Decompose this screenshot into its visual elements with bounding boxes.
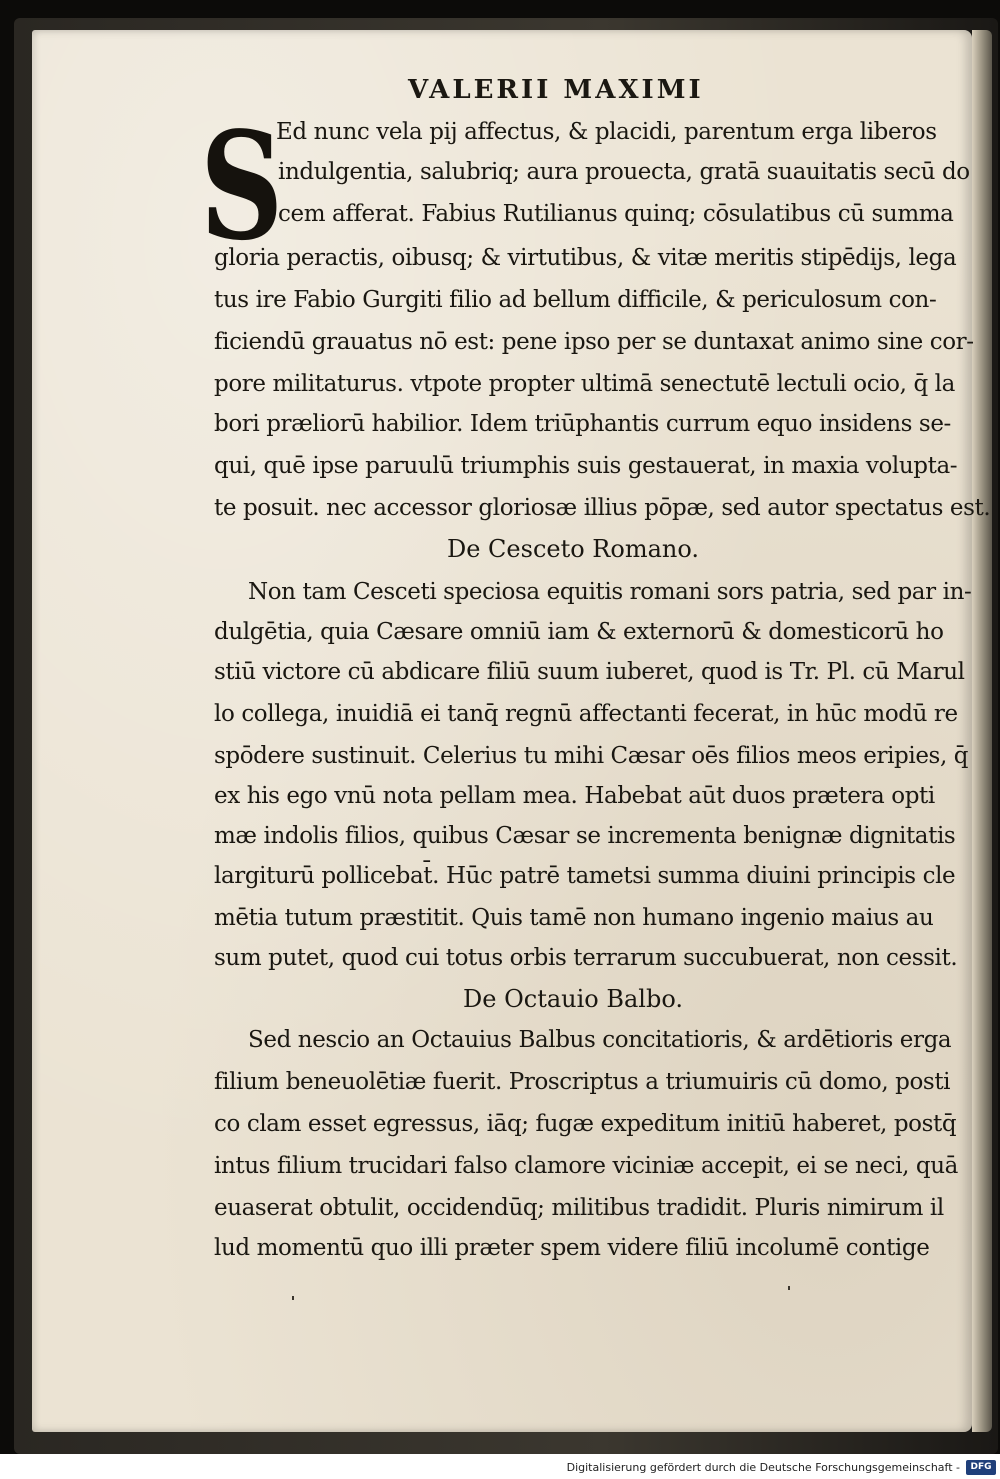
drop-cap-initial: S (200, 99, 284, 273)
section-heading: De Octauio Balbo. (463, 985, 683, 1013)
text-line: indulgentia, salubriq; aura prouecta, gratā suauitatis secū do (278, 159, 970, 185)
text-line: cem afferat. Fabius Rutilianus quinq; cōsulatibus cū summa (278, 201, 954, 227)
text-line: Ed nunc vela pij affectus, & placidi, parentum erga liberos (276, 119, 937, 145)
running-head: VALERII MAXIMI (408, 75, 704, 105)
text-line: mæ indolis filios, quibus Cæsar se incrementa benignæ dignitatis (214, 823, 956, 849)
text-line: te posuit. nec accessor gloriosæ illius pōpæ, sed autor spectatus est. (214, 495, 991, 521)
text-line: intus filium trucidari falso clamore viciniæ accepit, ei se neci, quā (214, 1153, 958, 1179)
text-line: sum putet, quod cui totus orbis terrarum succubuerat, non cessit. (214, 945, 958, 971)
text-line: Non tam Cesceti speciosa equitis romani sors patria, sed par in- (248, 579, 972, 605)
digitization-credit: Digitalisierung gefördert durch die Deutsche Forschungsgemeinschaft - (566, 1461, 960, 1474)
text-line: euaserat obtulit, occidendūq; militibus tradidit. Pluris nimirum il (214, 1195, 944, 1221)
section-heading: De Cesceto Romano. (446, 535, 700, 563)
text-line: ficiendū grauatus nō est: pene ipso per se duntaxat animo sine cor- (214, 329, 974, 355)
page-stack-edge (972, 30, 992, 1432)
text-line: tus ire Fabio Gurgiti filio ad bellum difficile, & periculosum con- (214, 287, 937, 313)
ink-speck (292, 1296, 294, 1300)
text-line: mētia tutum præstitit. Quis tamē non humano ingenio maius au (214, 905, 934, 931)
text-line: filium beneuolētiæ fuerit. Proscriptus a triumuiris cū domo, posti (214, 1069, 951, 1095)
dfg-logo: DFG (966, 1460, 996, 1475)
text-line: ex his ego vnū nota pellam mea. Habebat aūt duos prætera opti (214, 783, 935, 809)
text-line: bori præliorū habilior. Idem triūphantis currum equo insidens se- (214, 411, 951, 437)
text-line: qui, quē ipse paruulū triumphis suis gestauerat, in maxia volupta- (214, 453, 958, 479)
text-line: Sed nescio an Octauius Balbus concitatioris, & ardētioris erga (248, 1027, 952, 1053)
ink-speck (788, 1286, 790, 1290)
text-line: lud momentū quo illi præter spem videre filiū incolumē contige (214, 1235, 930, 1261)
text-line: stiū victore cū abdicare filiū suum iuberet, quod is Tr. Pl. cū Marul (214, 659, 965, 685)
text-line: co clam esset egressus, iāq; fugæ expeditum initiū haberet, postq̄ (214, 1111, 957, 1137)
text-line: gloria peractis, oibusq; & virtutibus, & vitæ meritis stipēdijs, lega (214, 245, 957, 271)
text-line: largiturū pollicebat̄. Hūc patrē tametsi summa diuini principis cle (214, 863, 956, 889)
text-line: spōdere sustinuit. Celerius tu mihi Cæsar oēs filios meos eripies, q̄ (214, 743, 969, 769)
footer-bar (0, 1454, 1000, 1479)
text-line: pore militaturus. vtpote propter ultimā senectutē lectuli ocio, q̄ la (214, 371, 955, 397)
text-line: dulgētia, quia Cæsare omniū iam & externorū & domesticorū ho (214, 619, 944, 645)
text-line: lo collega, inuidiā ei tanq̄ regnū affectanti fecerat, in hūc modū re (214, 701, 958, 727)
